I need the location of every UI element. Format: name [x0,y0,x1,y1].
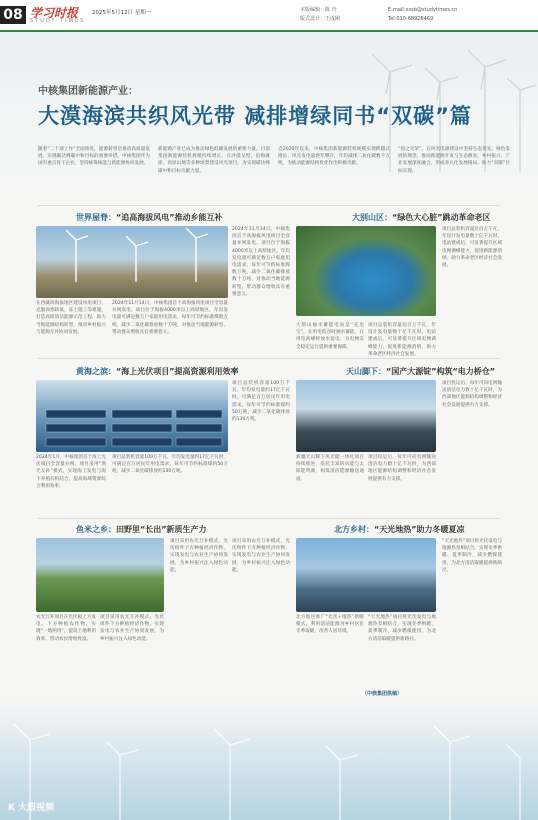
section-title-text: “国产大源锭”构筑“电力桥仓” [386,367,496,376]
section-title-text: 田野里“长出”新质生产力 [116,525,207,534]
issue-date: 2025年5月12日 星期一 [92,10,152,16]
section-title-prefix: 世界屋脊： [76,213,116,222]
section-title-text: “天光地热”助力冬暖夏凉 [374,525,465,534]
section-body: “天光地热”项目将光伏发电与地源热泵相结合，实现冬季供暖、夏季制冷，减少燃煤使用，为北方清洁取暖提供新路径。 [442,539,502,573]
section-title [334,524,465,535]
section-body: 项目总装机容量100万千瓦，年均发电量约17亿千瓦时，可满足百万居民年用电需求，每年可节约标准煤约50万吨，减少二氧化碳排放约130万吨。 [112,455,228,475]
tel-text: Tel:010-68928469 [388,16,434,22]
photo-tianshan-solar [296,380,436,452]
section-caption: 大别山抽水蓄能电站是“充电宝”，在用电低谷时抽水蓄能，在用电高峰时放水发电，为电网安全稳定运行提供重要保障。 [296,323,364,350]
section-body: 项目投运后，每年可向电网输送清洁电力数十亿千瓦时，为西部地区能源结构调整和经济社会发展提供有力支撑。 [442,381,502,408]
section-title-prefix: 鱼米之乡： [76,525,116,534]
photo-highland-wind [36,226,228,298]
section-body: “天光地热”项目将光伏发电与地源热泵相结合，实现冬季供暖、夏季制冷，减少燃煤使用，为北方清洁取暖提供新路径。 [368,615,436,642]
section-title-text: “追高海拔风电”推动乡能互补 [116,213,223,222]
newspaper-logo-sub: STUDY TIMES [30,18,86,24]
section-title [76,366,239,377]
page-headline: 大漠海滨共织风光带 减排增绿同书“双碳”篇 [38,104,472,128]
section-title [352,212,491,223]
headline-kicker: 中核集团新能源产业： [38,86,138,97]
section-caption: 北方地区推广“光伏+地热”供暖模式，利用清洁能源为乡村居民冬季取暖，改善人居环境。 [296,615,364,635]
section-body: 项目投运后，每年可向电网输送清洁电力数十亿千瓦时，为西部地区能源结构调整和经济社会发展提供有力支撑。 [368,455,436,482]
section-divider [38,358,500,359]
intro-column: 新能源产业已成为推动绿色低碳发展的重要力量。目前集团新能源装机规模持续增长，在沙漠戈壁、沿海滩涂、高原山地等多种场景建设风光项目，为实现碳达峰碳中和目标贡献力量。 [158,147,270,174]
editor-line: 本版编辑：陈 玲 [300,7,337,13]
photo-offshore-solar [36,380,228,452]
section-body: 项目总装机容量达百万千瓦，年设计发电量数十亿千瓦时。电站建成后，可显著提升区域电网调峰能力，促进新能源消纳，助力革命老区经济社会发展。 [368,323,436,357]
section-title-text: “海上光伏项目”提高资源利用效率 [116,367,239,376]
section-divider [38,205,500,206]
section-body: 项目采用农光互补模式，光伏组件下方种植经济作物，实现发电与农业生产协同发展，为乡村振兴注入绿色动能。 [100,615,164,642]
section-caption: 在西藏高海拔地区建设风电项目，克服高寒缺氧、冻土施工等难题，打造高原清洁能源示范工程，助力当地能源结构转型，推动乡村振兴与能源互补协同发展。 [36,301,106,335]
section-body: 项目采用农光互补模式，光伏组件下方种植经济作物，实现发电与农业生产协同发展，为乡村振兴注入绿色动能。 [170,539,228,573]
section-caption: 农光互补项目在光伏板上方发电、下方种植农作物，实现“一地两用”，提高土地利用效率，带动农民增收致富。 [36,615,96,642]
section-caption: 2024年1月，中核集团首个海上光伏项目全容量并网。项目采用“渔光互补”模式，实现海上发电与海下养殖有机结合，提高海域资源综合利用效率。 [36,455,106,489]
page-number: 08 [0,6,26,24]
intro-column: 随着“二十项工作”全面推进，能源转型是推动高质量发展、实现碳达峰碳中和目标的重要举措。中核集团作为国有重点骨干企业，坚持统筹核能与新能源协同发展。 [38,147,150,167]
footer-banner [0,700,538,820]
section-title [346,366,495,377]
photo-village-solar [296,538,436,612]
video-watermark: K 大殿视频 [8,803,55,813]
section-title-prefix: 北方乡村： [334,525,374,534]
section-title [76,212,223,223]
section-title [76,524,207,535]
footer-turbines-illustration [0,700,538,820]
photo-pumped-storage [296,226,436,316]
section-title-prefix: 黄海之滨： [76,367,116,376]
intro-column: 自2020年以来，中核集团新能源装机规模实现跨越式增长，风光发电量逐年攀升，年均减排二氧化碳数千万吨，为推动能源结构优化作出积极贡献。 [278,147,390,167]
wind-turbine-photo [36,226,228,298]
newspaper-logo: 学习时报 [30,6,79,20]
solar-panels-photo [36,380,228,452]
section-body: 2024年11月14日，中核集团首个高海拔风电项目全容量并网发电。项目位于海拔4000米以上高原地区，年均发电量可满足数万户家庭用电需求，每年可节约标准煤数万吨，减少二氧化碳排放数十万吨，对推动当地能源转型、带动群众增收具有重要意义。 [112,301,228,335]
section-body: 2024年11月14日，中核集团首个高海拔风电项目全容量并网发电。项目位于海拔4000米以上高原地区，年均发电量可满足数万户家庭用电需求，每年可节约标准煤数万吨，减少二氧化碳排放数十万吨，对推动当地能源转型、带动群众增收具有重要意义。 [232,227,290,297]
designer-line: 版式设计：王成刚 [300,16,341,22]
section-divider [38,518,500,519]
section-body: 项目总装机容量达百万千瓦，年设计发电量数十亿千瓦时。电站建成后，可显著提升区域电网调峰能力，促进新能源消纳，助力革命老区经济社会发展。 [442,227,502,269]
section-body: 项目总装机容量100万千瓦，年均发电量约17亿千瓦时，可满足百万居民年用电需求，每年可节约标准煤约50万吨，减少二氧化碳排放约130万吨。 [232,381,290,423]
contact-info [388,6,457,24]
section-title-text: “绿色大心脏”跳动革命老区 [392,213,491,222]
intro-column: “国之光荣”，在风光电源建设中坚持生态优先、绿色发展的理念，推动新能源开发与生态修复、乡村振兴、产业发展深度融合，形成多元化发展格局，助力“双碳”目标实现。 [398,147,510,174]
section-body: 项目采用农光互补模式，光伏组件下方种植经济作物，实现发电与农业生产协同发展，为乡村振兴注入绿色动能。 [232,539,290,573]
email-text: E-mail:xxsb@studytimes.cn [388,7,458,13]
credit-line: （中核集团供稿） [362,691,403,697]
editor-info [300,6,340,24]
section-title-prefix: 大别山区： [352,213,392,222]
section-caption: 新疆天山脚下风光储一体化项目持续推进，依托丰富的风能与太阳能资源，构筑清洁能源输送通道。 [296,455,364,482]
photo-agri-solar [36,538,164,612]
section-title-prefix: 天山脚下： [346,367,386,376]
